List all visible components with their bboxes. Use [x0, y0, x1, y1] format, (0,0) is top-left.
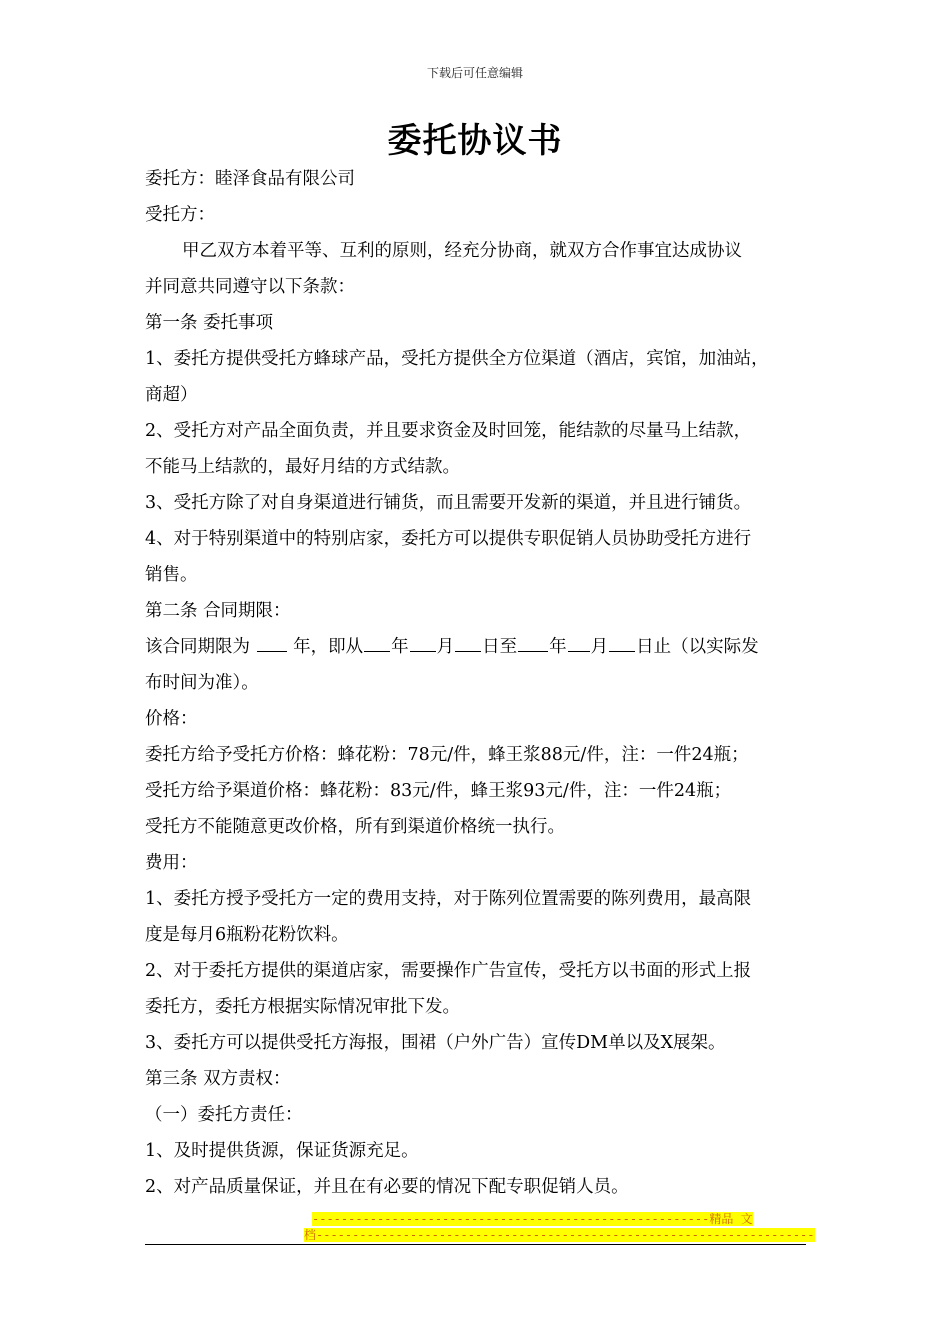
contractor-line: 受托方： [145, 205, 215, 225]
price-line-1: 委托方给予受托方价格：蜂花粉：78元/件，蜂王浆88元/件，注：一件24瓶； [145, 745, 749, 765]
term-text-a: 该合同期限为 [145, 637, 250, 657]
fees-item-1-cont: 度是每月6瓶粉花粉饮料。 [145, 925, 349, 945]
client-duty-2: 2、对产品质量保证，并且在有必要的情况下配专职促销人员。 [145, 1177, 629, 1197]
header-note: 下载后可任意编辑 [426, 66, 523, 80]
term-text-b: 年，即从 [293, 637, 364, 657]
article-1-item-4-cont: 销售。 [145, 565, 198, 585]
term-years-blank[interactable] [257, 631, 287, 652]
fees-item-2: 2、对于委托方提供的渠道店家，需要操作广告宣传，受托方以书面的形式上报 [145, 961, 752, 981]
document-body [145, 161, 813, 1205]
footer-line-1: -------------------------------------------------------精品 文 [312, 1212, 753, 1226]
document-title: 委托协议书 [387, 121, 563, 161]
footer-line-2: 档--------------------------------------------------------------------- [304, 1228, 815, 1242]
client-duties-heading: （一）委托方责任： [145, 1105, 303, 1125]
article-1-item-1: 1、委托方提供受托方蜂球产品，受托方提供全方位渠道（酒店，宾馆，加油站， [145, 349, 769, 369]
contract-term-line-cont: 布时间为准）。 [145, 673, 259, 693]
price-line-2: 受托方给予渠道价格：蜂花粉：83元/件，蜂王浆93元/件，注：一件24瓶； [145, 781, 732, 801]
start-month-blank[interactable] [410, 631, 436, 652]
term-text-f: 年 [549, 637, 567, 657]
preamble-line-2: 并同意共同遵守以下条款： [145, 277, 355, 297]
article-1-item-4: 4、对于特别渠道中的特别店家，委托方可以提供专职促销人员协助受托方进行 [145, 529, 752, 549]
fees-item-3: 3、委托方可以提供受托方海报，围裙（户外广告）宣传DM单以及X展架。 [145, 1033, 726, 1053]
preamble-line-1: 甲乙双方本着平等、互利的原则，经充分协商，就双方合作事宜达成协议 [182, 241, 742, 261]
term-text-h: 日止（以实际发 [636, 637, 759, 657]
term-text-c: 年 [391, 637, 409, 657]
end-month-blank[interactable] [568, 631, 590, 652]
term-text-g: 月 [590, 637, 609, 657]
price-heading: 价格： [145, 709, 198, 729]
article-1-item-3: 3、受托方除了对自身渠道进行铺货，而且需要开发新的渠道，并且进行铺货。 [145, 493, 752, 513]
article-3-heading: 第三条 双方责权： [145, 1069, 291, 1089]
article-1-heading: 第一条 委托事项 [145, 313, 274, 333]
article-1-item-1-cont: 商超） [145, 385, 198, 405]
fees-item-2-cont: 委托方，委托方根据实际情况审批下发。 [145, 997, 460, 1017]
client-duty-1: 1、及时提供货源，保证货源充足。 [145, 1141, 419, 1161]
price-line-3: 受托方不能随意更改价格，所有到渠道价格统一执行。 [145, 817, 565, 837]
term-text-d: 月 [436, 637, 455, 657]
footer-watermark [304, 1211, 815, 1243]
start-year-blank[interactable] [364, 631, 390, 652]
client-line: 委托方：睦泽食品有限公司 [145, 169, 355, 189]
article-1-item-2-cont: 不能马上结款的，最好月结的方式结款。 [145, 457, 460, 477]
footer-rule [145, 1244, 806, 1245]
article-2-heading: 第二条 合同期限： [145, 601, 291, 621]
contract-term-line [145, 629, 813, 665]
fees-heading: 费用： [145, 853, 198, 873]
term-text-e: 日至 [482, 637, 518, 657]
end-year-blank[interactable] [518, 631, 548, 652]
end-day-blank[interactable] [609, 631, 635, 652]
start-day-blank[interactable] [455, 631, 481, 652]
article-1-item-2: 2、受托方对产品全面负责，并且要求资金及时回笼，能结款的尽量马上结款， [145, 421, 752, 441]
fees-item-1: 1、委托方授予受托方一定的费用支持，对于陈列位置需要的陈列费用，最高限 [145, 889, 752, 909]
